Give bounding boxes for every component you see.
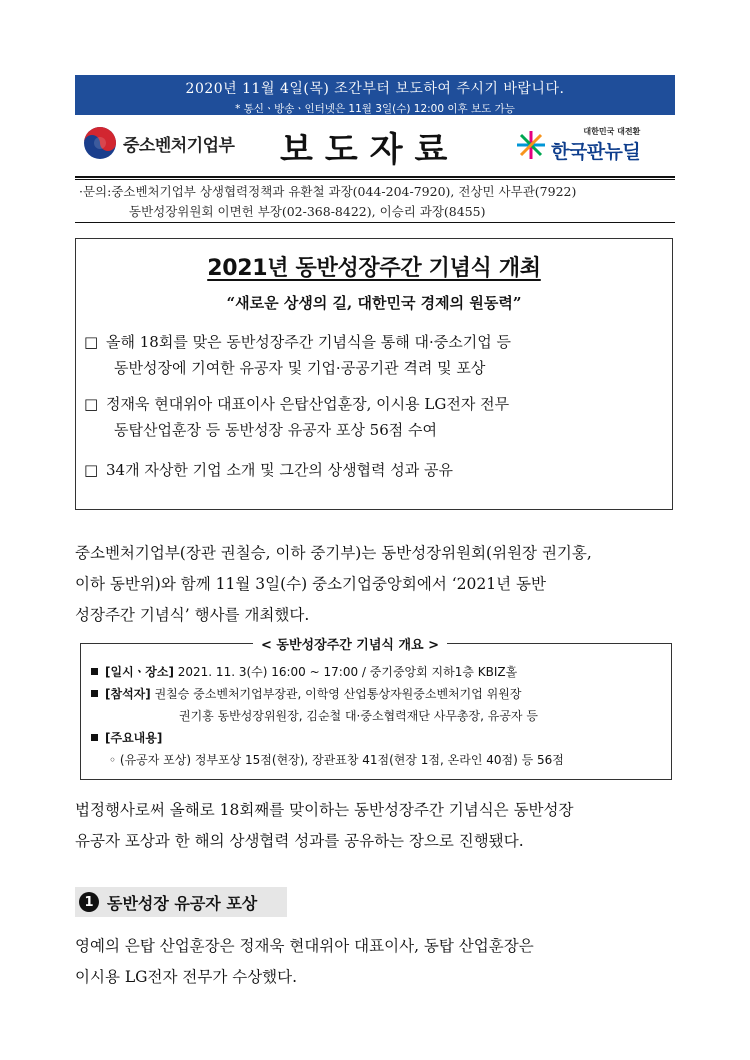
overview-label-content: [주요내용]	[105, 731, 163, 745]
ministry-logo	[83, 126, 234, 160]
square-bullet-icon	[91, 668, 98, 675]
contact-line-1: ·문의:중소벤처기업부 상생협력정책과 유환철 과장(044-204-7920), 전상민 사무관(7922)	[79, 184, 577, 199]
paragraph-line: 이하 동반위)와 함께 11월 3일(수) 중소기업중앙회에서 ‘2021년 동반	[75, 575, 546, 593]
summary-bullet	[76, 457, 672, 483]
summary-box	[75, 238, 673, 510]
overview-datetime: 2021. 11. 3(수) 16:00 ~ 17:00 / 중기중앙회 지하1층 KBIZ홀	[177, 665, 518, 679]
event-overview-box	[80, 638, 672, 780]
newdeal-star-icon	[515, 129, 547, 161]
press-release-title: 보도자료	[280, 130, 460, 170]
paragraph-line: 영예의 은탑 산업훈장은 정재욱 현대위아 대표이사, 동탑 산업훈장은	[75, 937, 534, 955]
square-bullet-icon	[91, 690, 98, 697]
overview-label-datetime: [일시ㆍ장소]	[105, 665, 174, 679]
header-rule-top-thin	[75, 179, 675, 180]
overview-content: ◦ (유공자 포상) 정부포상 15점(현장), 장관표창 41점(현장 1점, 온라인 40점) 등 56점	[109, 753, 564, 767]
ministry-name: 중소벤처기업부	[123, 135, 235, 156]
checkbox-icon: □	[84, 395, 99, 413]
embargo-line-1: 2020년 11월 4일(목) 조간부터 보도하여 주시기 바랍니다.	[185, 81, 565, 97]
overview-attendees: 권칠승 중소벤처기업부장관, 이학영 산업통상자원중소벤처기업 위원장	[154, 687, 522, 701]
paragraph-awards	[75, 931, 675, 993]
paragraph-line: 이시용 LG전자 전무가 수상했다.	[75, 968, 298, 986]
contact-info	[75, 182, 675, 222]
overview-label-attendees: [참석자]	[105, 687, 151, 701]
headline: 2021년 동반성장주간 기념식 개최	[207, 256, 541, 281]
bullet-text: 34개 자상한 기업 소개 및 그간의 상생협력 성과 공유	[106, 461, 454, 479]
newdeal-tagline: 대한민국 대전환	[583, 127, 641, 136]
square-bullet-icon	[91, 734, 98, 741]
taegeuk-emblem-icon	[83, 126, 117, 160]
contact-line-2: 동반성장위원회 이면헌 부장(02-368-8422), 이승리 과장(8455)	[129, 204, 486, 219]
press-header	[75, 120, 675, 174]
summary-bullet	[76, 391, 672, 443]
checkbox-icon: □	[84, 333, 99, 351]
bullet-text-cont: 동반성장에 기여한 유공자 및 기업·공공기관 격려 및 포상	[114, 359, 486, 377]
bullet-text: 정재욱 현대위아 대표이사 은탑산업훈장, 이시용 LG전자 전무	[106, 395, 510, 413]
paragraph-intro	[75, 538, 675, 631]
paragraph-line: 중소벤처기업부(장관 권칠승, 이하 중기부)는 동반성장위원회(위원장 권기홍,	[75, 544, 592, 562]
section-heading-1	[75, 887, 287, 917]
bullet-text: 올해 18회를 맞은 동반성장주간 기념식을 통해 대·중소기업 등	[106, 333, 511, 351]
header-rule-top	[75, 176, 675, 178]
subheadline: “새로운 상생의 길, 대한민국 경제의 원동력”	[226, 294, 522, 312]
overview-title: < 동반성장주간 기념식 개요 >	[253, 634, 447, 653]
newdeal-name: 한국판뉴딜	[551, 141, 641, 163]
newdeal-logo	[515, 126, 640, 164]
section-title: 동반성장 유공자 포상	[107, 893, 258, 913]
paragraph-line: 법정행사로써 올해로 18회째를 맞이하는 동반성장주간 기념식은 동반성장	[75, 801, 574, 819]
summary-bullet	[76, 329, 672, 381]
section-number-badge: 1	[79, 892, 99, 912]
paragraph-line: 성장주간 기념식’ 행사를 개최했다.	[75, 606, 310, 624]
overview-attendees-cont: 권기홍 동반성장위원장, 김순철 대·중소협력재단 사무총장, 유공자 등	[179, 709, 538, 723]
paragraph-event	[75, 795, 675, 857]
contact-rule	[75, 222, 675, 223]
embargo-banner	[75, 75, 675, 115]
paragraph-line: 유공자 포상과 한 해의 상생협력 성과를 공유하는 장으로 진행됐다.	[75, 832, 524, 850]
bullet-text-cont: 동탑산업훈장 등 동반성장 유공자 포상 56점 수여	[114, 421, 438, 439]
checkbox-icon: □	[84, 461, 99, 479]
embargo-line-2: * 통신ㆍ방송ㆍ인터넷은 11월 3일(수) 12:00 이후 보도 가능	[235, 103, 515, 115]
